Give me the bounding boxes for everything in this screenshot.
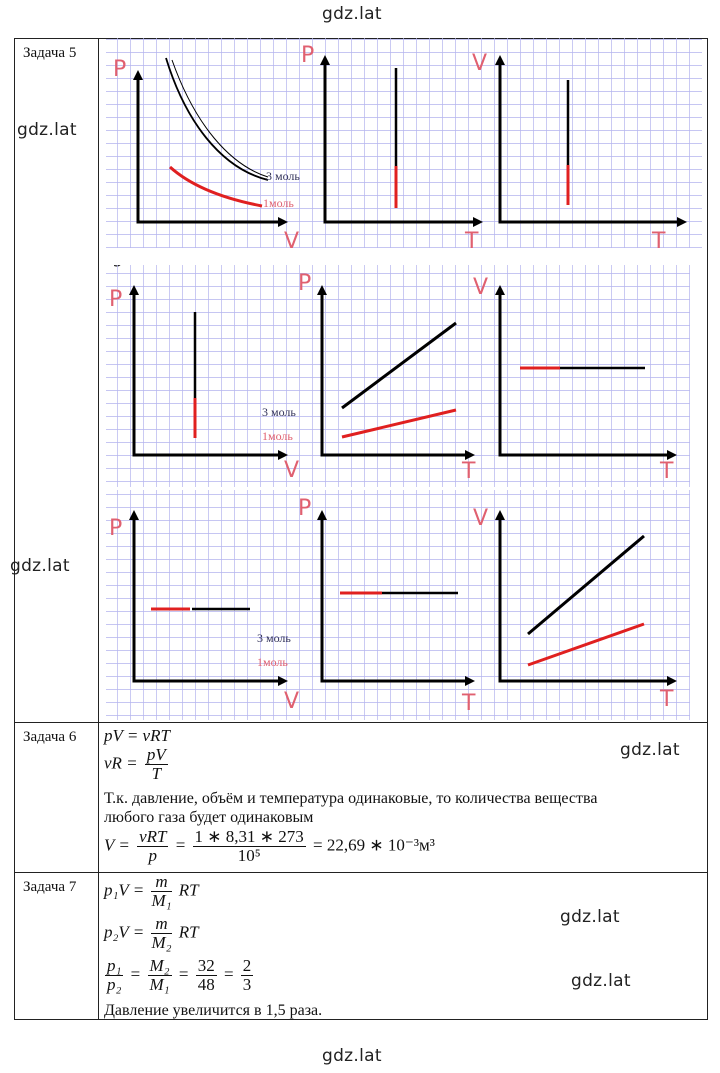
task7-eq3-fraction-1 xyxy=(105,957,123,994)
numerator: p₁ xyxy=(107,956,122,975)
axis-label-p: P xyxy=(109,516,123,541)
watermark-left-1: gdz.lat xyxy=(17,120,77,140)
numerator: 2 xyxy=(242,956,252,975)
numerator: 32 xyxy=(197,956,215,975)
watermark-bottom: gdz.lat xyxy=(322,1046,382,1066)
denominator: M₁ xyxy=(151,891,172,910)
equals-sign: = xyxy=(175,835,186,855)
label-1mol: 1моль xyxy=(257,655,288,669)
axis-label-v: V xyxy=(284,458,300,483)
equals-sign: = xyxy=(223,964,234,984)
axis-label-p: P xyxy=(298,271,312,296)
axis-label-p: P xyxy=(113,57,127,82)
label-3mol: 3 моль xyxy=(257,631,291,645)
axis-label-p: P xyxy=(301,43,315,68)
axis-label-p: P xyxy=(109,287,123,312)
task6-eq2 xyxy=(104,746,171,783)
watermark-task7-2: gdz.lat xyxy=(571,971,631,991)
numerator: pV xyxy=(146,745,166,764)
label-1mol: 1моль xyxy=(263,196,294,210)
watermark-task6: gdz.lat xyxy=(620,740,680,760)
axis-label-t: T xyxy=(462,691,476,716)
denominator: T xyxy=(151,764,162,783)
task7-eq3-fraction-3 xyxy=(196,957,217,994)
axis-label-v: V xyxy=(473,506,489,531)
axis-label-v: V xyxy=(472,51,488,76)
numerator: m xyxy=(151,873,171,892)
axis-label-t: T xyxy=(652,229,666,254)
denominator: 48 xyxy=(197,975,215,994)
numerator: 1 ∗ 8,31 ∗ 273 xyxy=(194,827,304,846)
task6-eq1: pV = νRT xyxy=(104,726,170,745)
denominator: 10⁵ xyxy=(237,846,261,865)
task7-eq1-rhs: RT xyxy=(178,880,199,900)
task6-eq3-fraction-2 xyxy=(193,828,306,865)
task7-conclusion: Давление увеличится в 1,5 раза. xyxy=(104,1002,323,1019)
denominator: p xyxy=(148,846,157,865)
task6-eq3 xyxy=(104,828,435,865)
task6-text-line-1: Т.к. давление, объём и температура одинаковые, то количества вещества xyxy=(104,790,598,807)
grid-block-3 xyxy=(106,490,690,720)
task6-label: Задача 6 xyxy=(23,729,77,745)
denominator: M₂ xyxy=(151,933,172,952)
axis-label-t: T xyxy=(660,459,674,484)
task6-eq3-result: = 22,69 ∗ 10⁻³м³ xyxy=(313,835,435,855)
grid-block-1 xyxy=(106,38,702,248)
task7-eq1-lhs: p₁V = xyxy=(104,880,145,900)
denominator: M₁ xyxy=(149,975,170,994)
task7-eq2-fraction xyxy=(151,915,171,952)
task6-text-line-2: любого газа будет одинаковым xyxy=(104,809,314,826)
task7-eq3 xyxy=(102,957,256,994)
task6-eq3-lhs: V = xyxy=(104,835,130,855)
task7-eq3-fraction-2 xyxy=(148,957,172,994)
equals-sign: = xyxy=(178,964,189,984)
axis-label-v: V xyxy=(284,689,300,714)
axis-label-t: T xyxy=(462,459,476,484)
numerator: νRT xyxy=(139,827,167,846)
equals-sign: = xyxy=(130,964,141,984)
task7-eq2-rhs: RT xyxy=(178,922,199,942)
task7-label: Задача 7 xyxy=(23,879,77,895)
task6-eq2-fraction xyxy=(145,746,168,783)
task7-eq2-lhs: p₂V = xyxy=(104,922,145,942)
label-3mol: 3 моль xyxy=(262,405,296,419)
axis-label-p: P xyxy=(298,496,312,521)
axis-label-t: T xyxy=(660,687,674,712)
label-3mol: 3 моль xyxy=(266,169,300,183)
task7-eq1 xyxy=(104,873,199,910)
task6-eq2-lhs: νR = xyxy=(104,753,138,773)
denominator: 3 xyxy=(242,975,252,994)
axis-label-v: V xyxy=(473,275,489,300)
numerator: m xyxy=(151,915,171,934)
task6-eq3-fraction-1 xyxy=(137,828,168,865)
watermark-left-2: gdz.lat xyxy=(10,556,70,576)
denominator: p₂ xyxy=(107,975,122,994)
task7-eq3-fraction-4 xyxy=(241,957,254,994)
task7-eq1-fraction xyxy=(151,873,171,910)
task5-label: Задача 5 xyxy=(23,45,77,61)
axis-label-v: V xyxy=(284,229,300,254)
axis-label-t: T xyxy=(465,229,479,254)
label-1mol: 1моль xyxy=(262,429,293,443)
watermark-task7-1: gdz.lat xyxy=(560,907,620,927)
numerator: M₂ xyxy=(149,956,170,975)
task7-eq2 xyxy=(104,915,199,952)
watermark-top: gdz.lat xyxy=(322,4,382,24)
